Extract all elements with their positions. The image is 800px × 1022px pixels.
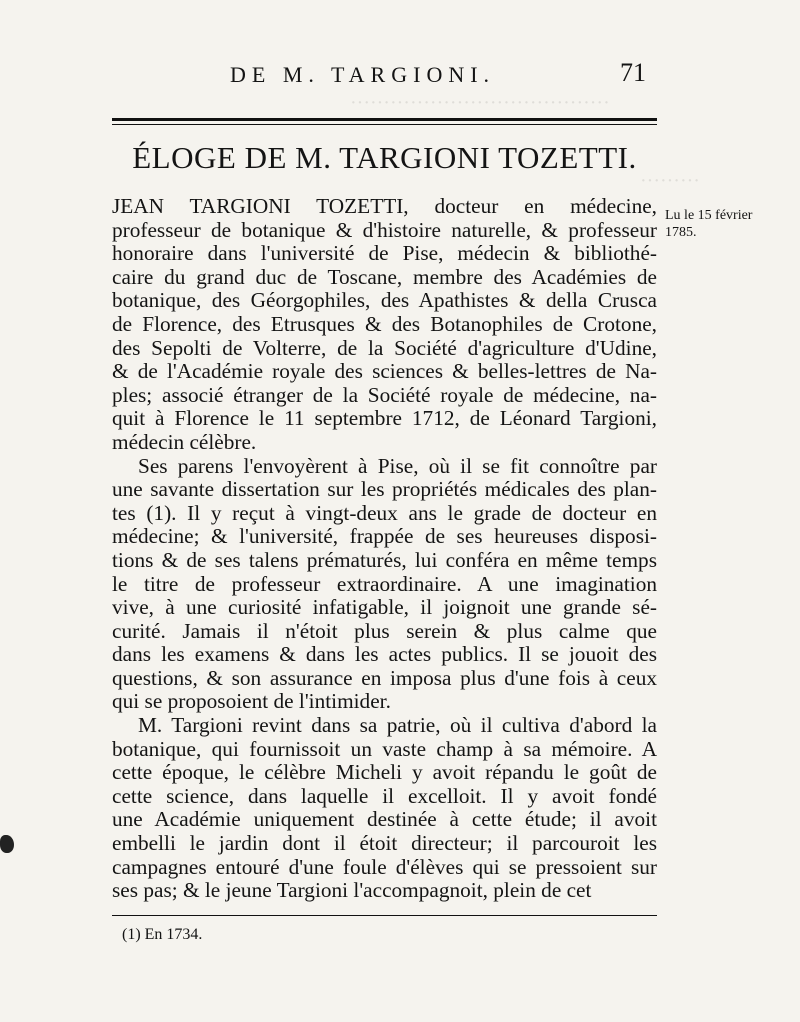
bleed-through-text: ·······································	[350, 92, 610, 114]
text-line: une savante dissertation sur les propriétés médicales des plan-	[112, 477, 657, 502]
bleed-through-text: ·········	[640, 170, 700, 192]
text-line: de Florence, des Etrusques & des Botanophiles de Crotone,	[112, 311, 657, 336]
text-line: campagnes entouré d'une foule d'élèves qui se pressoient sur	[112, 854, 657, 879]
chapter-title: ÉLOGE DE M. TARGIONI TOZETTI.	[132, 140, 637, 175]
header-double-rule	[112, 118, 657, 125]
text-line: dans les examens & dans les actes publics. Il se jouoit des	[112, 642, 657, 667]
body-text	[112, 195, 657, 903]
text-line: le titre de professeur extraordinaire. A une imagination	[112, 571, 657, 596]
running-title: DE M. TARGIONI.	[230, 62, 496, 87]
text-line: cette époque, le célèbre Micheli y avoit répandu le goût de	[112, 760, 657, 785]
text-line: embelli le jardin dont il étoit directeur; il parcouroit les	[112, 831, 657, 856]
footnote-rule	[112, 915, 657, 916]
text-line: Ses parens l'envoyèrent à Pise, où il se fit connoître par	[138, 453, 657, 478]
text-line: caire du grand duc de Toscane, membre des Académies de	[112, 264, 657, 289]
text-line: cette science, dans laquelle il excelloit. Il y avoit fondé	[112, 783, 657, 808]
text-line: tes (1). Il y reçut à vingt-deux ans le grade de docteur en	[112, 500, 657, 525]
text-line: botanique, qui fournissoit un vaste champ à sa mémoire. A	[112, 736, 657, 761]
text-line: vive, à une curiosité infatigable, il joignoit une grande sé-	[112, 595, 657, 620]
text-line: des Sepolti de Volterre, de la Société d'agriculture d'Udine,	[112, 335, 657, 360]
text-line: quit à Florence le 11 septembre 1712, de Léonard Targioni,	[112, 406, 657, 431]
text-line: questions, & son assurance en imposa plus d'une fois à ceux	[112, 665, 657, 690]
text-line: ses pas; & le jeune Targioni l'accompagnoit, plein de cet	[112, 878, 592, 903]
text-line: botanique, des Géorgophiles, des Apathistes & della Crusca	[112, 288, 657, 313]
text-line: tions & de ses talens prématurés, lui conféra en même temps	[112, 547, 657, 572]
paragraph-3	[112, 714, 657, 903]
text-line: qui se proposoient de l'intimider.	[112, 689, 391, 714]
text-line: JEAN TARGIONI TOZETTI, docteur en médecine,	[112, 194, 657, 218]
text-line: médecin célèbre.	[112, 429, 257, 454]
text-line: professeur de botanique & d'histoire naturelle, & professeur	[112, 217, 657, 242]
footnote: (1) En 1734.	[122, 926, 203, 943]
text-line: ples; associé étranger de la Société royale de médecine, na-	[112, 382, 657, 407]
text-line: médecine; & l'université, frappée de ses heureuses disposi-	[112, 524, 657, 549]
text-line: M. Targioni revint dans sa patrie, où il cultiva d'abord la	[138, 713, 657, 738]
text-line: & de l'Académie royale des sciences & belles-lettres de Na-	[112, 359, 657, 384]
paragraph-1	[112, 195, 657, 455]
text-line: honoraire dans l'université de Pise, médecin & bibliothé-	[112, 241, 657, 266]
page-number: 71	[620, 58, 646, 87]
text-line: une Académie uniquement destinée à cette étude; il avoit	[112, 807, 657, 832]
ink-blot	[0, 835, 14, 853]
text-line: curité. Jamais il n'étoit plus serein & plus calme que	[112, 618, 657, 643]
paragraph-2	[112, 455, 657, 715]
margin-note: Lu le 15 février 1785.	[665, 208, 753, 240]
